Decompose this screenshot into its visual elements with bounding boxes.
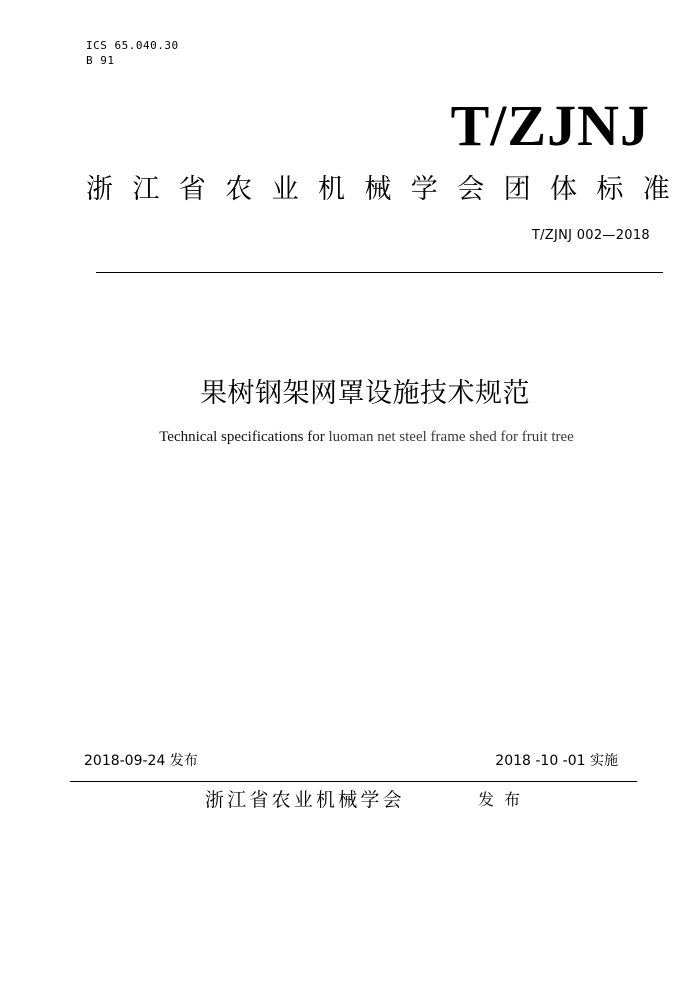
ics-code: ICS 65.040.30 [86, 39, 179, 52]
issue-date: 2018-09-24 发布 [84, 753, 198, 769]
top-divider [96, 272, 663, 273]
document-title-en [0, 429, 700, 446]
bottom-divider [70, 781, 637, 782]
title-en-part2: luoman net steel frame shed for fruit tree [324, 429, 574, 445]
standard-logo: T/ZJNJ [450, 93, 650, 158]
standard-type-title: 浙江省农业机械学会团体标准 [86, 174, 690, 205]
title-en-part1: Technical specifications for [159, 429, 325, 445]
standard-number: T/ZJNJ 002—2018 [531, 228, 650, 243]
implementation-date: 2018 -10 -01 实施 [495, 753, 618, 769]
publish-label: 发布 [478, 790, 531, 809]
publisher-name: 浙江省农业机械学会 [205, 789, 405, 811]
ccs-code: B 91 [86, 54, 115, 67]
document-title-cn: 果树钢架网罩设施技术规范 [200, 378, 530, 409]
